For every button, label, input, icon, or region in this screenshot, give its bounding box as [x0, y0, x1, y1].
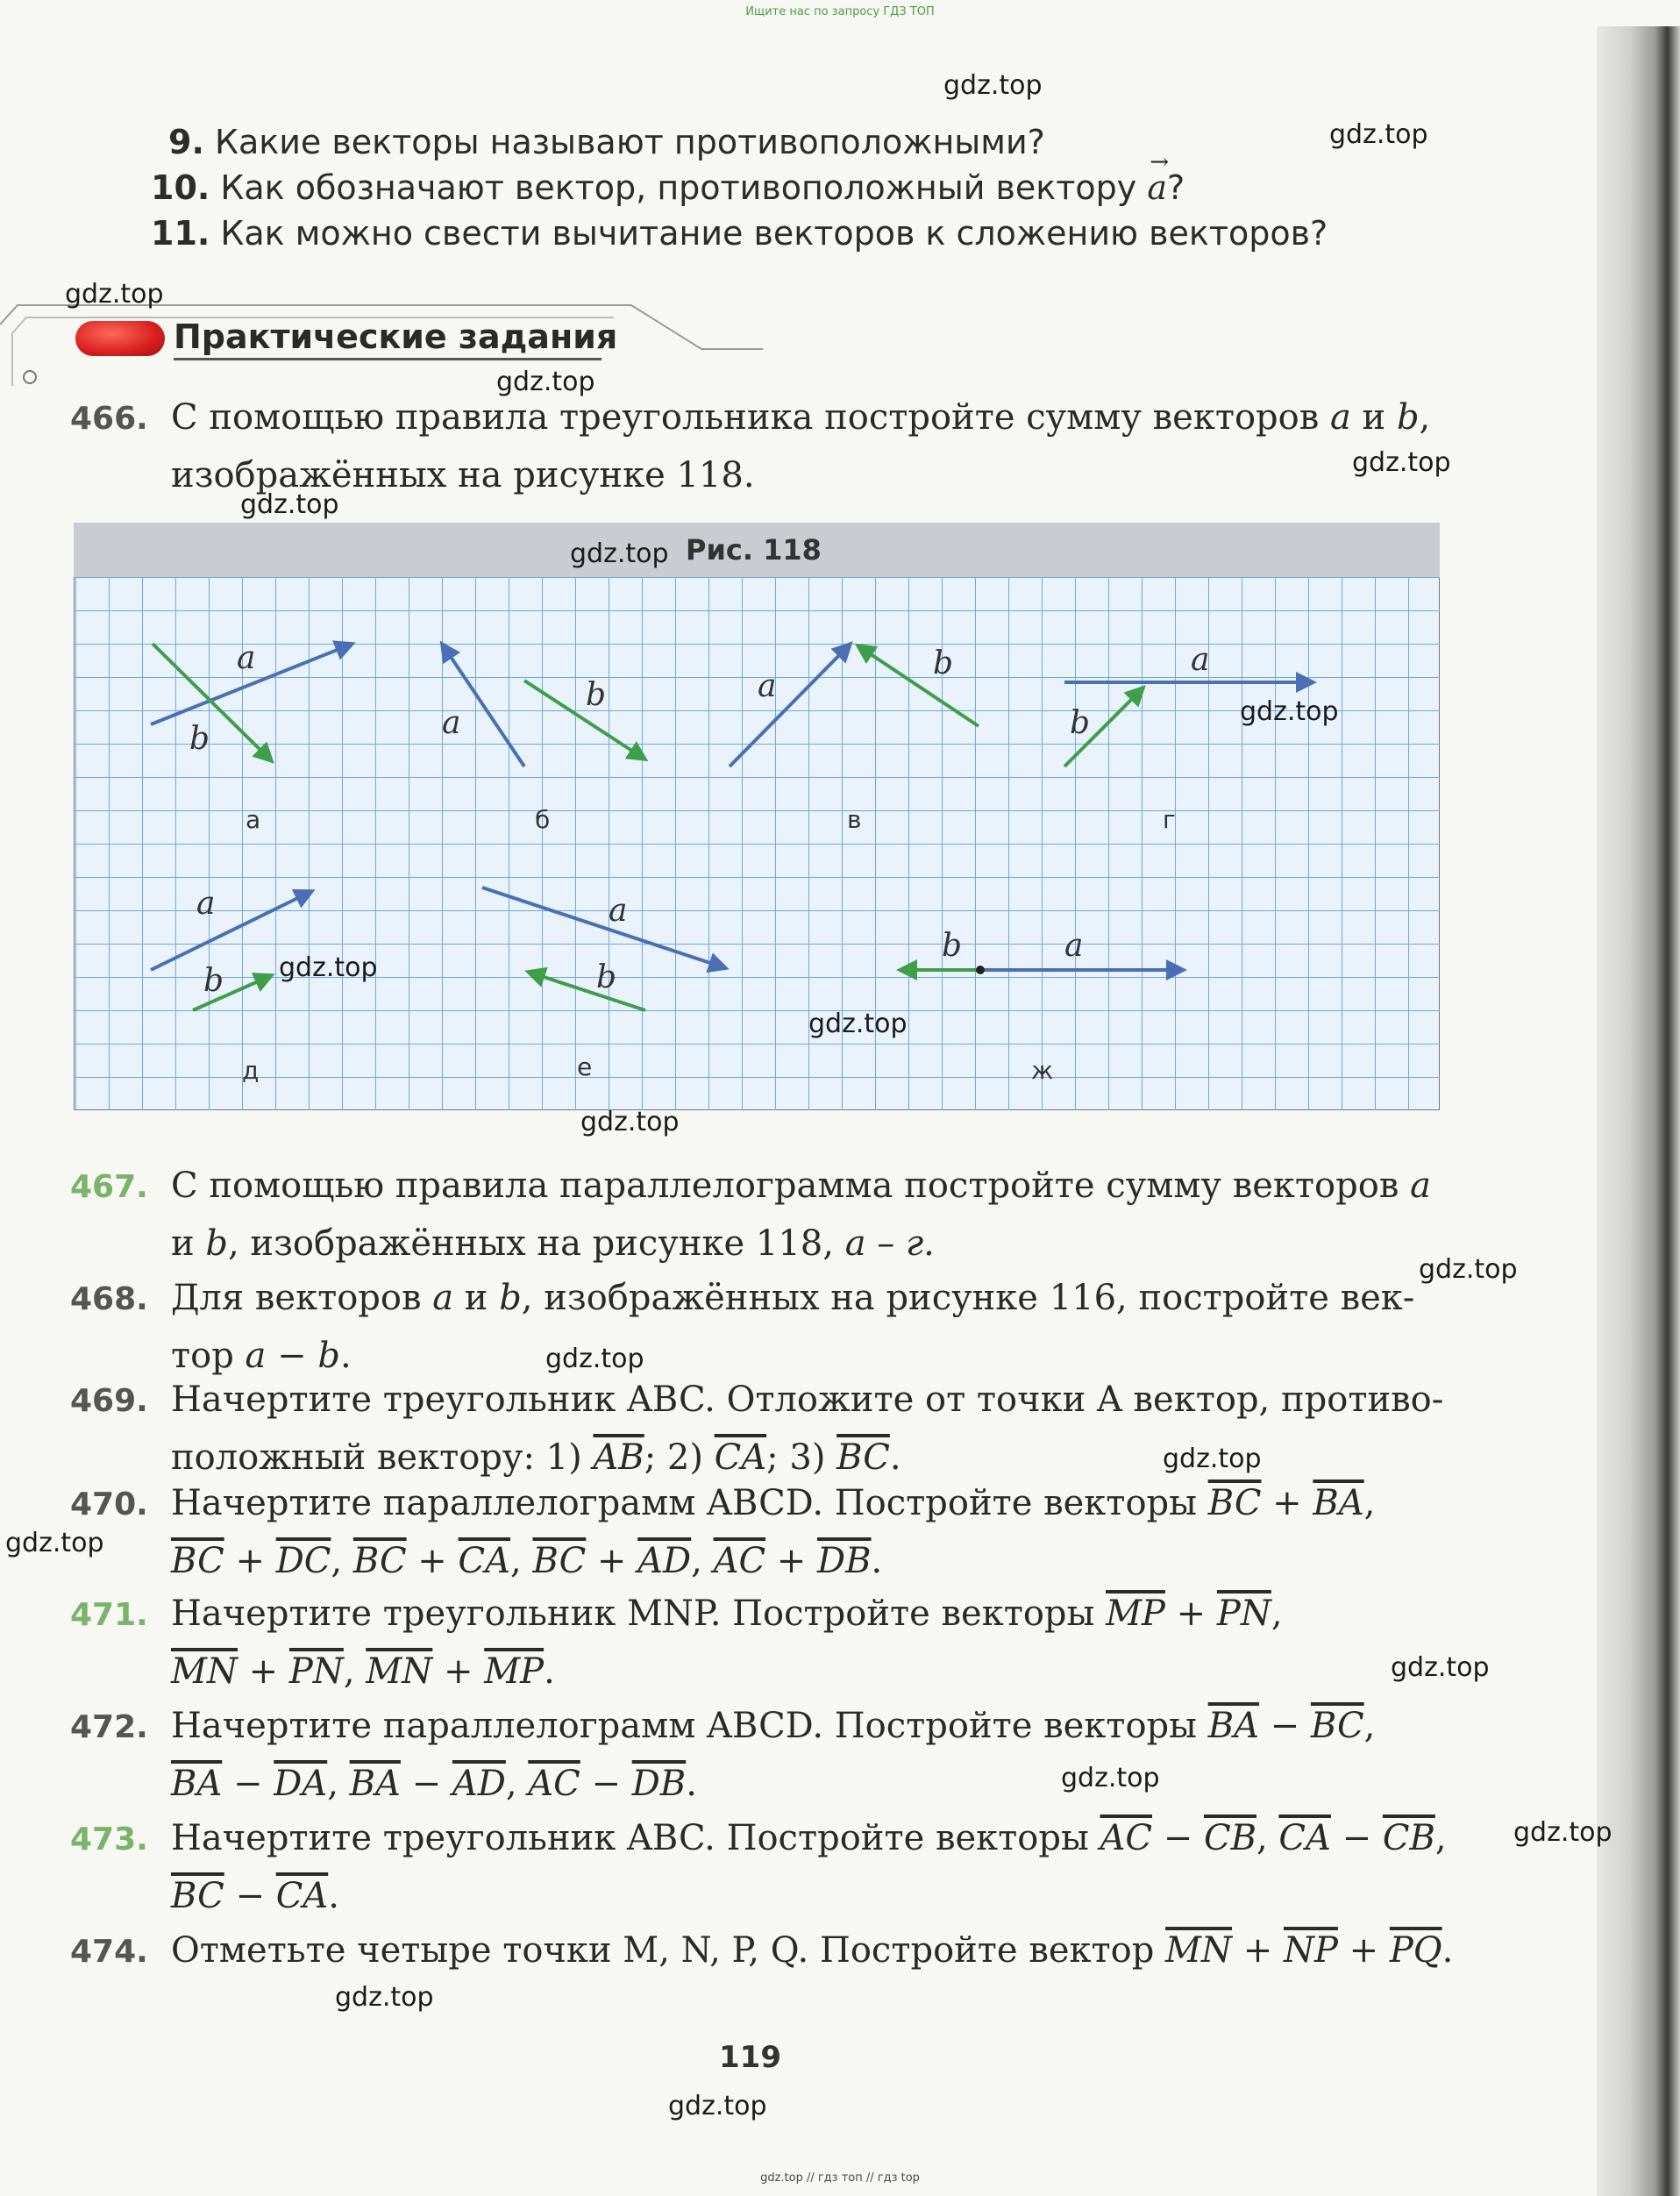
watermark: gdz.top [1391, 1652, 1490, 1683]
watermark: gdz.top [570, 538, 669, 569]
fig-v-label-b: b [933, 645, 954, 681]
fig-g-label-b: b [1070, 705, 1091, 741]
fig-b-label-a: a [442, 705, 461, 741]
fig-label-d: д [242, 1056, 260, 1085]
fig-d-label-b: b [203, 963, 224, 999]
page-number: 119 [719, 2040, 781, 2075]
watermark: gdz.top [5, 1528, 104, 1558]
watermark: gdz.top [279, 952, 378, 983]
watermark: gdz.top [65, 279, 164, 310]
footer-note: gdz.top // гдз топ // гдз top [760, 2171, 920, 2185]
watermark: gdz.top [580, 1107, 680, 1137]
vector-a: a [1329, 397, 1351, 438]
grid-lines [74, 577, 1440, 1110]
watermark: gdz.top [335, 1982, 434, 2013]
question-9: 9. Какие векторы называют противоположными? [168, 123, 1045, 161]
fig-a-label-b: b [189, 721, 210, 757]
question-11: 11. Как можно свести вычитание векторов к сложению векторов? [151, 214, 1328, 253]
watermark: gdz.top [1061, 1763, 1160, 1793]
exercise-467: 467. С помощью правила параллелограмма постройте сумму векторов a и b, изображённых на рисунке 118, а – г. [70, 1166, 1431, 1264]
exercise-468: 468. Для векторов a и b, изображённых на рисунке 116, постройте век- тор a − b. [70, 1278, 1415, 1376]
watermark: gdz.top [668, 2091, 767, 2121]
section-title: Практические задания [174, 317, 618, 356]
section-marker-icon [75, 321, 165, 356]
fig-zh-origin [976, 966, 985, 974]
fig-v-label-a: a [758, 668, 777, 704]
fig-zh-label-a: a [1064, 928, 1084, 964]
watermark: gdz.top [545, 1344, 644, 1374]
fig-b-label-b: b [586, 677, 607, 713]
fig-e-label-b: b [596, 959, 617, 995]
watermark: gdz.top [808, 1009, 908, 1039]
fig-label-b: б [535, 805, 551, 834]
watermark: gdz.top [943, 70, 1043, 101]
watermark: gdz.top [1352, 447, 1451, 478]
watermark: gdz.top [1240, 696, 1339, 727]
exercise-474: 474. Отметьте четыре точки M, N, P, Q. Постройте вектор $\overline{MN} + \overline{NP} + \overline{PQ}$. [70, 1930, 1454, 1971]
watermark: gdz.top [1163, 1444, 1262, 1474]
fig-label-a: а [246, 805, 261, 834]
fig-d-label-a: a [196, 886, 216, 922]
fig-e-label-a: a [609, 893, 628, 929]
question-10: 10. Как обозначают вектор, противоположный вектору → a? [151, 149, 1185, 207]
top-search-note: Ищите нас по запросу ГДЗ ТОП [745, 5, 935, 18]
fig-zh-label-b: b [942, 928, 963, 964]
exercise-470: 470. Начертите параллелограмм ABCD. Постройте векторы $\overline{BC} + \overline{BA}$, $\overline{BC} + \overline{DC}$, $\overline{BC} + \overline{CA}$, $\overline{BC} + \overline{AD}$, $\overline{AC} + \overline{DB}$. [70, 1483, 1376, 1581]
watermark: gdz.top [1329, 119, 1428, 150]
exercise-473: 473. Начертите треугольник ABC. Постройте векторы $\overline{AC} - \overline{CB}$, $\overline{CA} - \overline{CB}$, $\overline{BC} - \overline{CA}$. [70, 1818, 1447, 1916]
exercise-471: 471. Начертите треугольник MNP. Постройте векторы $\overline{MP} + \overline{PN}$, $\overline{MN} + \overline{PN}$, $\overline{MN} + \overline{MP}$. [70, 1594, 1283, 1692]
book-spine-shadow [1597, 26, 1680, 2196]
fig-label-zh: ж [1031, 1056, 1054, 1085]
fig-a-label-a: a [237, 640, 256, 676]
watermark: gdz.top [240, 489, 339, 520]
exercise-466: 466. С помощью правила треугольника постройте сумму векторов a и b, изображённых на рисунке 118. [70, 397, 1431, 496]
exercise-472: 472. Начертите параллелограмм ABCD. Постройте векторы $\overline{BA} - \overline{BC}$, $\overline{BA} - \overline{DA}$, $\overline{BA} - \overline{AD}$, $\overline{AC} - \overline{DB}$. [70, 1706, 1376, 1804]
exercise-469: 469. Начертите треугольник ABC. Отложите от точки A вектор, противо- положный вектору: 1) $\overline{AB}$; 2) $\overline{CA}$; 3) $\overline{BC}$. [70, 1380, 1444, 1478]
section-title-underline [174, 358, 602, 360]
watermark: gdz.top [1419, 1254, 1518, 1285]
figure-title: Рис. 118 [686, 533, 822, 567]
fig-label-e: е [577, 1052, 593, 1081]
fig-label-v: в [847, 805, 862, 834]
fig-g-label-a: a [1191, 642, 1210, 678]
watermark: gdz.top [496, 367, 595, 397]
figure-118 [74, 523, 1440, 1110]
watermark: gdz.top [1513, 1817, 1612, 1848]
fig-label-g: г [1163, 805, 1176, 834]
